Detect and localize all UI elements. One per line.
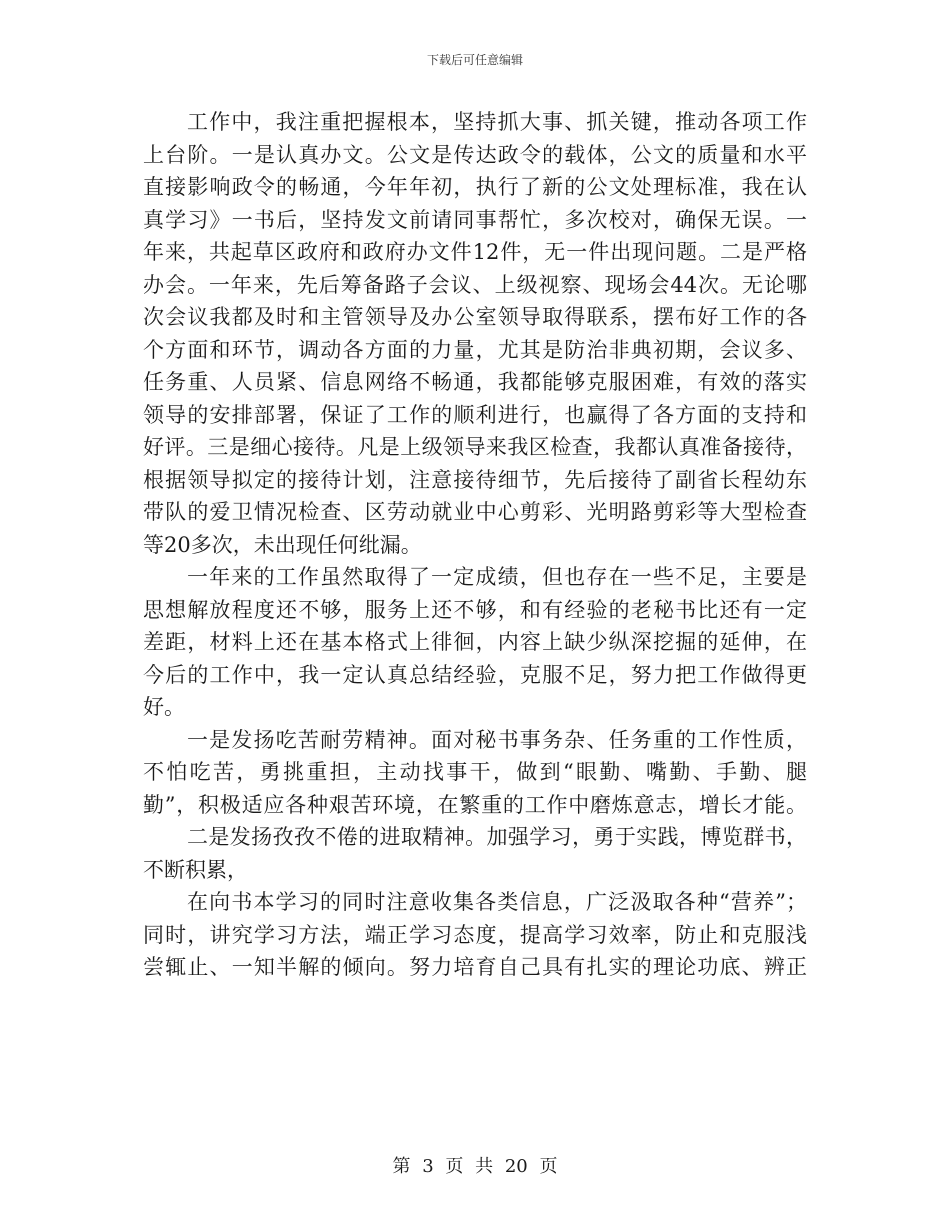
text-line: 不怕吃苦，勇挑重担，主动找事干，做到“眼勤、嘴勤、手勤、腿 (143, 760, 807, 784)
page-number-footer: 第 3 页 共 20 页 (392, 1156, 558, 1177)
text-line: 不断积累， (143, 857, 248, 882)
text-line: 一年来的工作虽然取得了一定成绩，但也存在一些不足，主要是 (187, 565, 807, 589)
text-line: 尝辄止、一知半解的倾向。努力培育自己具有扎实的理论功底、辨正 (143, 955, 807, 979)
text-line: 同时，讲究学习方法，端正学习态度，提高学习效率，防止和克服浅 (143, 922, 807, 947)
paragraph-shortcomings (143, 561, 807, 724)
document-body (143, 106, 807, 984)
text-line: 好。 (143, 695, 185, 719)
text-line: 勤”，积极适应各种艰苦环境，在繁重的工作中磨炼意志，增长才能。 (143, 792, 807, 817)
text-line: 工作中，我注重把握根本，坚持抓大事、抓关键，推动各项工作 (187, 110, 807, 134)
paragraph-learning (143, 886, 807, 984)
text-line: 根据领导拟定的接待计划，注意接待细节，先后接待了副省长程幼东 (143, 467, 807, 492)
text-line: 今后的工作中，我一定认真总结经验，克服不足，努力把工作做得更 (143, 662, 807, 687)
text-line: 好评。三是细心接待。凡是上级领导来我区检查，我都认真准备接待， (143, 435, 807, 459)
text-line: 真学习》一书后，坚持发文前请同事帮忙，多次校对，确保无误。一 (143, 207, 807, 232)
text-line: 领导的安排部署，保证了工作的顺利进行，也赢得了各方面的支持和 (143, 402, 807, 427)
text-line: 带队的爱卫情况检查、区劳动就业中心剪彩、光明路剪彩等大型检查 (143, 500, 807, 524)
text-line: 直接影响政令的畅通，今年年初，执行了新的公文处理标准，我在认 (143, 175, 807, 199)
page-header: 下载后可任意编辑 (426, 53, 523, 67)
paragraph-hardworking-spirit (143, 724, 807, 822)
text-line: 上台阶。一是认真办文。公文是传达政令的载体，公文的质量和水平 (143, 142, 807, 167)
text-line: 一是发扬吃苦耐劳精神。面对秘书事务杂、任务重的工作性质， (187, 727, 807, 752)
text-line: 在向书本学习的同时注意收集各类信息，广泛汲取各种“营养”； (187, 890, 807, 914)
text-line: 思想解放程度还不够，服务上还不够，和有经验的老秘书比还有一定 (143, 597, 807, 622)
text-line: 个方面和环节，调动各方面的力量，尤其是防治非典初期，会议多、 (143, 337, 807, 362)
text-line: 任务重、人员紧、信息网络不畅通，我都能够克服困难，有效的落实 (143, 370, 807, 394)
text-line: 次会议我都及时和主管领导及办公室领导取得联系，摆布好工作的各 (143, 305, 807, 329)
text-line: 办会。一年来，先后筹备路子会议、上级视察、现场会44次。无论哪 (143, 272, 807, 297)
text-line: 年来，共起草区政府和政府办文件12件，无一件出现问题。二是严格 (143, 240, 807, 264)
paragraph-progressive-spirit (143, 821, 807, 886)
text-line: 二是发扬孜孜不倦的进取精神。加强学习，勇于实践，博览群书， (187, 825, 807, 849)
text-line: 等20多次，未出现任何纰漏。 (143, 532, 422, 557)
paragraph-work-summary (143, 106, 807, 561)
text-line: 差距，材料上还在基本格式上徘徊，内容上缺少纵深挖掘的延伸，在 (143, 630, 807, 654)
